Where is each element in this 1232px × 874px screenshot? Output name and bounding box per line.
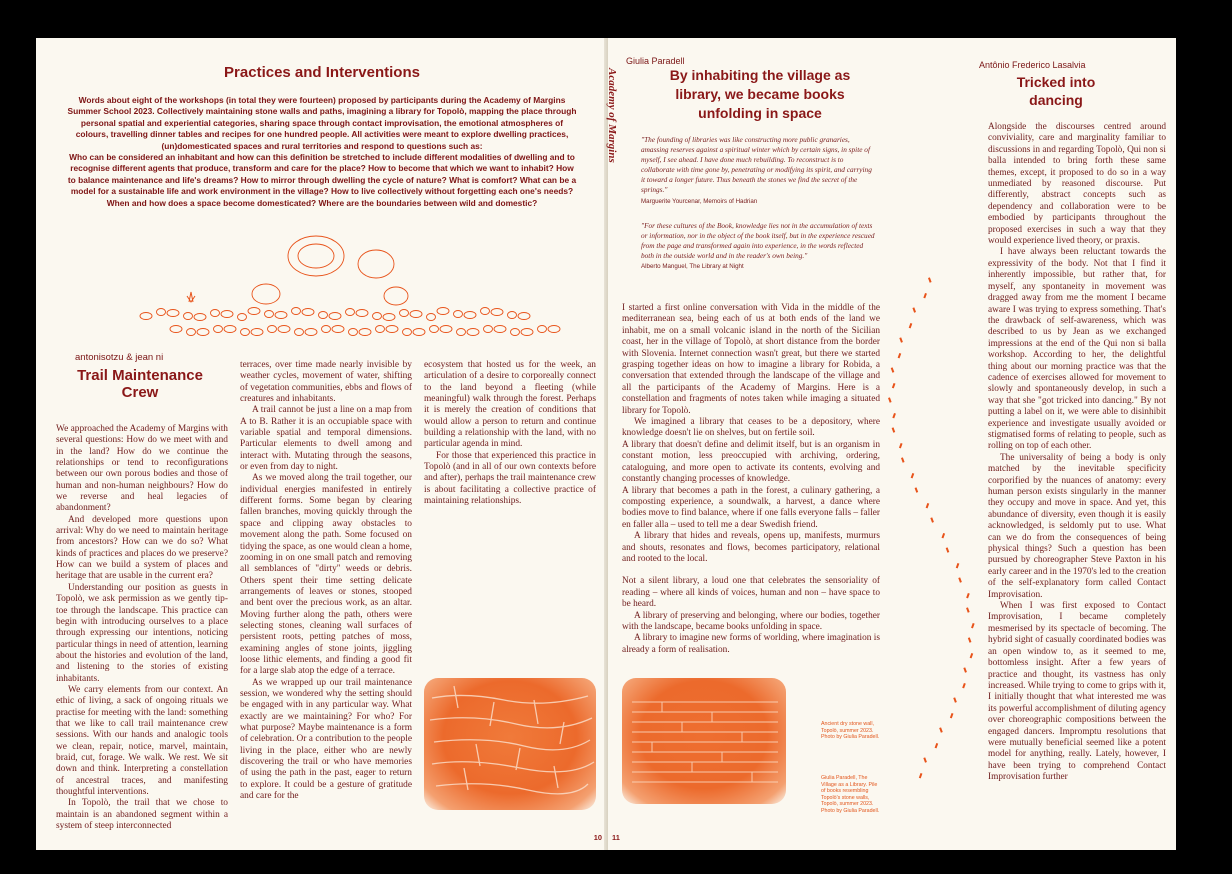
quote-text: "The founding of libraries was like constructing more public granaries, amassing reserves against a spiritual winter which by certain signs, in spite of myself, I see ahead. I have done much rebuilding. To reconstruct is to collaborate with time gone by, penetrating or modifying its spirit, and carrying it toward a longer future. Thus beneath the stones we find the secret of the springs." [641, 135, 872, 195]
article-title: Trail Maintenance Crew [77, 367, 203, 401]
intro-questions: Who can be considered an inhabitant and how can this definition be stretched to include different modalities of dwelling and to recognise different agents that produce, transform and care for the place? How to become that which we want to inhabit? How to balance maintenance and life's dreams? How to mirror through dwelling the cycle of nature? What is comfort? What can be a model for a sustainable life and work environment in the village? How to live collectively without forgetting each one's needs? When and how does a space become domesticated? Where are the boundaries between wild and domestic? [67, 152, 577, 208]
paragraph: A library that hides and reveals, opens up, manifests, murmurs and shouts, resonates and flows, becomes participatory, relational and rooted to the local. [622, 531, 880, 564]
quote-yourcenar [641, 135, 877, 207]
plant-sketch [187, 292, 195, 302]
footprint-mark [888, 397, 892, 402]
stone-shape [484, 326, 493, 333]
stone-shape [349, 329, 358, 336]
caption-book-pile: Giulia Paradell, The Village as a Library. Pile of books resembling Topolò's stone walls, Topolò, summer 2023. Photo by Giulia Paradell. [821, 775, 880, 814]
footprint-mark [942, 533, 946, 538]
page-number: 10 [593, 833, 602, 842]
stone-shape [275, 312, 287, 319]
stone-shape [184, 313, 193, 320]
paragraph: Not a silent library, a loud one that celebrates the sensoriality of reading – where all kinds of voices, human and non – have space to be heard. [622, 576, 880, 610]
paragraph: We carry elements from our context. An ethic of living, a sack of ongoing rituals we practise for meeting with the land: something that we like to call trail maintenance crew sessions. With our hands and analogic tools we clean, repair, notice, marvel, maintain, braid, cut, forage. We walk. We rest. We sit down and think. Interpreting a constellation of ancestral traces, and manifesting thoughtful interventions. [56, 684, 228, 797]
footprint-mark [899, 337, 903, 342]
paragraph: A library that doesn't define and delimit itself, but is an organism in constant motion, less preoccupied with archiving, ordering, cataloguing, and more open to activate its contents, evolving and constantly changing processes of knowledge. [622, 439, 880, 485]
stone-shape [518, 313, 530, 320]
stone-shape [140, 313, 152, 320]
stone-shape [302, 309, 314, 316]
stone-shape [373, 313, 382, 320]
footprint-mark [966, 593, 970, 598]
stone-shape [491, 309, 503, 316]
stone-shape [187, 329, 196, 336]
footprint-mark [891, 367, 895, 372]
author-antonio: Antônio Frederico Lasalvia [979, 60, 1086, 70]
footprint-mark [958, 577, 962, 582]
stone-shape [410, 311, 422, 318]
stone-shape [427, 314, 436, 321]
running-head-area [606, 68, 630, 218]
paragraph: A library that becomes a path in the forest, a culinary gathering, a composting experience, a soundwalk, a harvest, a dance where bodies move to find balance, where if one falls everyone falls – faller en faller alla – used to tell me a dear Swedish friend. [622, 485, 880, 530]
footprint-mark [935, 743, 939, 748]
right-page [608, 38, 1176, 850]
footprint-mark [926, 503, 930, 508]
dancing-article-body [988, 122, 1166, 784]
footprint-mark [953, 697, 957, 702]
footprint-mark [966, 607, 970, 612]
footprint-mark [962, 683, 966, 688]
stone-shape [464, 312, 476, 319]
column-1 [56, 424, 228, 832]
article-authors: antonisotzu & jean ni [75, 352, 164, 363]
stone-shape [521, 329, 533, 336]
paragraph: For those that experienced this practice in Topolò (and in all of our own contexts before and after), perhaps the trail maintenance crew is about facilitating a collective practice of maintaining relationships. [424, 450, 596, 507]
stone-shape [494, 326, 506, 333]
stone-shape [251, 329, 263, 336]
stone-wall-photo [424, 678, 596, 810]
paragraph: As we wrapped up our trail maintenance session, we wondered why the setting should be engaged with in any particular way. What exactly are we maintaining? For who? For what purpose? Maybe maintenance is a form of celebration. Or a contribution to the people living in the place, either who are newly discovering the trail or who have memories of using the path in the past, eager to return to explore. It could be a gesture of gratitude and care for the [240, 677, 412, 802]
running-head: Academy of Margins [606, 68, 618, 163]
page-number: 11 [612, 833, 620, 842]
stone-path-stones [252, 236, 408, 305]
paragraph: We approached the Academy of Margins with several questions: How do we meet with and in the land? How do we continue the relationships or tend to reconfigurations between our own porous bodies and those of human and non-human neighbours? How do we reverse and heal legacies of abandonment? [56, 424, 228, 514]
author-giulia: Giulia Paradell [626, 56, 685, 66]
stone-shape [403, 329, 412, 336]
footprint-mark [899, 443, 903, 448]
footprint-mark [968, 637, 972, 642]
footprint-mark [928, 277, 932, 282]
stone-shape [538, 326, 547, 333]
stone-shape [194, 314, 206, 321]
footprint-mark [923, 757, 927, 762]
paragraph: As we moved along the trail together, our individual energies manifested in entirely different forms. Some began by clearing fallen branches, moving quickly through the space and clipping away obstacles to movement along the path. Some focused on tidying the space, as one would clean a home, zooming in on one small patch and removing all semblances of "dirty" weeds or debris. Others spent their time setting delicate arrangements of leaves or stones, stooped and bent over the precious work, as an altar. Moving further along the path, others were selecting stones, cleaning wall surfaces of persistent roots, petting patches of moss, examining angles of stone joints, jiggling loose lithic elements, and finding a good fit for a large slab atop the edge of a terrace. [240, 473, 412, 677]
stone-shape [319, 312, 328, 319]
intro-paragraph: Words about eight of the workshops (in total they were fourteen) proposed by participants during the Academy of Margins Summer School 2023. Collectively maintaining stone walls and paths, imagining a library for Topolò, mapping the place through personal spatial and experiential categories, sharing space through contact improvisation, the emotional atmospheres of colours, travelling dinner tables and recipes for one hundred people. All activities were meant to explore dwelling practices, (un)domesticated spaces and rural territories and respond to questions such as: [67, 95, 577, 151]
stone-shape [157, 309, 166, 316]
footprint-mark [956, 563, 960, 568]
stone-shape [268, 326, 277, 333]
stone-shape [430, 326, 439, 333]
stone-shape [214, 326, 223, 333]
footprint-mark [909, 323, 913, 328]
stone-shape [386, 326, 398, 333]
stone-shape [241, 329, 250, 336]
footprint-mark [892, 383, 896, 388]
paragraph: In Topolò, the trail that we chose to maintain is an abandoned segment within a system of steep interconnected [56, 798, 228, 832]
book-pile-photo [622, 678, 786, 804]
stone-shape [440, 326, 452, 333]
stone-shape [454, 311, 463, 318]
paragraph: ecosystem that hosted us for the week, an articulation of a desire to corporeally connect to the land beyond a fleeting (while meaningful) walk through the forest. Perhaps it is merely the creation of conditions that would allow a person to return and continue building a relationship with the land, with no particular agenda in mind. [424, 360, 596, 450]
stone-shape [413, 329, 425, 336]
stone-shape [197, 329, 209, 336]
paragraph: I have always been reluctant towards the expressivity of the body. Not that I find it inherently impossible, but rather that, for myself, any spontaneity in movement was dragged away from me the moment I became aware I was trying to express something. That's the drawback of self-awareness, which was described to us by Jean as we exchanged impressions at the end of the Qui non si balla workshop. According to her, the delightful thing about our morning practice was that the cadence of exercises allowed for movement to slowly and spontaneously develop, in such a way that she "got tricked into dancing." By not putting a label on it, we were able to disinhibit experience and investigate usually avoided or stigmatised forms of relating to people, such as rolling on top of each other. [988, 247, 1166, 452]
stone-row-shapes [140, 308, 560, 336]
article-title-library: By inhabiting the village as library, we became books unfolding in space [669, 67, 851, 121]
stone-shape [481, 308, 490, 315]
stone-shape [278, 326, 290, 333]
stone-shape [467, 329, 479, 336]
footprint-mark [946, 547, 950, 552]
footprint-mark [898, 353, 902, 358]
quote-source: Alberto Manguel, The Library at Night [641, 263, 744, 271]
quote-source: Marguerite Yourcenar, Memoirs of Hadrian [641, 197, 758, 205]
quote-manguel [641, 221, 877, 272]
stone-shape [359, 329, 371, 336]
stone-path-drawing [86, 234, 566, 346]
paragraph: The universality of being a body is only matched by the inevitable specificity corporified by the nuances of anatomy: every human person exists singularly in the manner they occupy and move in space. And yet, this abundance of diversity, even though it is easily acknowledged, is seldomly put to use. What can we do from the consequences of being physical things? Such a question has been pursued by choreographer Steve Paxton in his early career and in the 1970's led to the creation of the self-explanatory form called Contact Improvisation. [988, 452, 1166, 600]
paragraph: When I was first exposed to Contact Improvisation, I became completely mesmerised by its spectacle of becoming. The hybrid sight of casually coordinated bodies was an open window to, as it seemed to me, bottomless insight. After a few years of practice and thought, its vastness has only increased. While trying to come to grips with it, I initially thought that what interested me was its powerful accomplishment of diluting agency over choreographic compositions between the engaged dancers. Impromptu resolutions that were mutually beneficial seemed like a potent model for anything, really. Lately, however, I have been trying to comprehend Contact Improvisation further [988, 601, 1166, 783]
footprint-mark [939, 727, 943, 732]
stone-shape [457, 329, 466, 336]
paragraph: Alongside the discourses centred around conviviality, care and marginality familiar to discussions in and regarding Topolò, Qui non si balla intended to bring forth these same themes, except, it proposed to do so in a way unmediated by reasoned discourse. Put differently, abstract concepts such as dependency and collaboration were to be embodied by participants throughout the proposed exercises in such a way that they would experience lived theory, or praxis. [988, 122, 1166, 247]
stone-shape [167, 310, 179, 317]
footprint-marks [888, 277, 975, 778]
paragraph: A trail cannot be just a line on a map from A to B. Rather it is an occupiable space with variable spatial and temporal dimensions. Particular elements to dwell among and interact with. Mutating through the seasons, or even from day to night. [240, 405, 412, 473]
footprint-mark [901, 457, 905, 462]
footprint-mark [970, 653, 974, 658]
paragraph: A library to imagine new forms of worlding, where imagination is already a form of realisation. [622, 633, 880, 655]
stone-shape [383, 314, 395, 321]
stone-shape [305, 329, 317, 336]
stone-shape [356, 310, 368, 317]
stone-shape [248, 308, 260, 315]
stone-shape [292, 308, 301, 315]
stone-shape [437, 308, 449, 315]
footprint-mark [915, 487, 919, 492]
paragraph: A library of preserving and belonging, where our bodies, together with the landscape, became books unfolding in space. [622, 610, 880, 632]
footprint-mark [930, 517, 934, 522]
stone-shape [400, 310, 409, 317]
stone-shape [238, 314, 247, 321]
article-title-dancing: Tricked into dancing [1016, 74, 1096, 108]
footprint-mark [892, 413, 896, 418]
intro-block [66, 95, 578, 209]
column-2 [240, 360, 412, 802]
stone-shape [322, 326, 331, 333]
footprint-mark [892, 427, 896, 432]
book-pile-texture [622, 678, 786, 804]
stone-shape [211, 310, 220, 317]
footprint-mark [923, 293, 927, 298]
footprint-mark [912, 307, 916, 312]
column-3 [424, 360, 596, 507]
caption-stone-wall: Ancient dry stone wall, Topolò, summer 2023. Photo by Giulia Paradell. [821, 721, 880, 741]
paragraph: Understanding our position as guests in Topolò, we ask permission as we gently tip-toe through the landscape. This practice can begin with introducing ourselves to a place through expressing our intentions, noticing particular things in need of attention, learning about the histories and evolution of the land, and listening to the stories of existing inhabitants. [56, 582, 228, 684]
footprint-mark [950, 713, 954, 718]
footprint-mark [911, 473, 915, 478]
page-title: Practices and Interventions [224, 64, 420, 81]
stone-shape [329, 313, 341, 320]
stone-shape [221, 311, 233, 318]
paragraph: I started a first online conversation with Vida in the middle of the mediterranean sea, being each of us at both ends of the land we inhabit, me on a small volcanic island in the north of the Sicilian coast, her in the village of Topolò, at short distance from the border with Slovenia. Internet connection wasn't great, but there we started grasping together ideas on how to imagine a library for Robida, a conversation that extended through the landscape of the village and all the participants of the Academy of Margins. Here is a constellation and fragments of notes taken while imaging a situated library for Topolò. [622, 303, 880, 416]
stone-shape [224, 326, 236, 333]
stone-shape [508, 312, 517, 319]
stone-wall-texture [424, 678, 596, 810]
left-page [36, 38, 608, 850]
stone-shape [511, 329, 520, 336]
quote-text: "For these cultures of the Book, knowledge lies not in the accumulation of texts or information, nor in the object of the book itself, but in the experience rescued from the page and transformed again into experience, in the words reflected both in the outside world and in the reader's own being." [641, 221, 875, 261]
footprint-mark [971, 623, 975, 628]
paragraph: We imagined a library that ceases to be a depository, where knowledge doesn't lie on shelves, but on fertile soil. [622, 417, 880, 439]
stone-shape [295, 329, 304, 336]
footprints-drawing [828, 268, 988, 788]
stone-shape [332, 326, 344, 333]
stone-shape [265, 311, 274, 318]
stone-shape [346, 309, 355, 316]
footprint-mark [963, 667, 967, 672]
stone-shape [376, 326, 385, 333]
stone-shape [548, 326, 560, 333]
stone-shape [170, 326, 182, 333]
paragraph: And developed more questions upon arrival: Why do we need to maintain heritage from ancestors? How can we do so? What kinds of practices and places do we preserve? How can we build a system of places and heritage that are usable in the current era? [56, 514, 228, 582]
paragraph: terraces, over time made nearly invisible by weather cycles, movement of water, shifting of vegetation communities, ebbs and flows of creatures and inhabitants. [240, 360, 412, 405]
footprint-mark [919, 773, 923, 778]
